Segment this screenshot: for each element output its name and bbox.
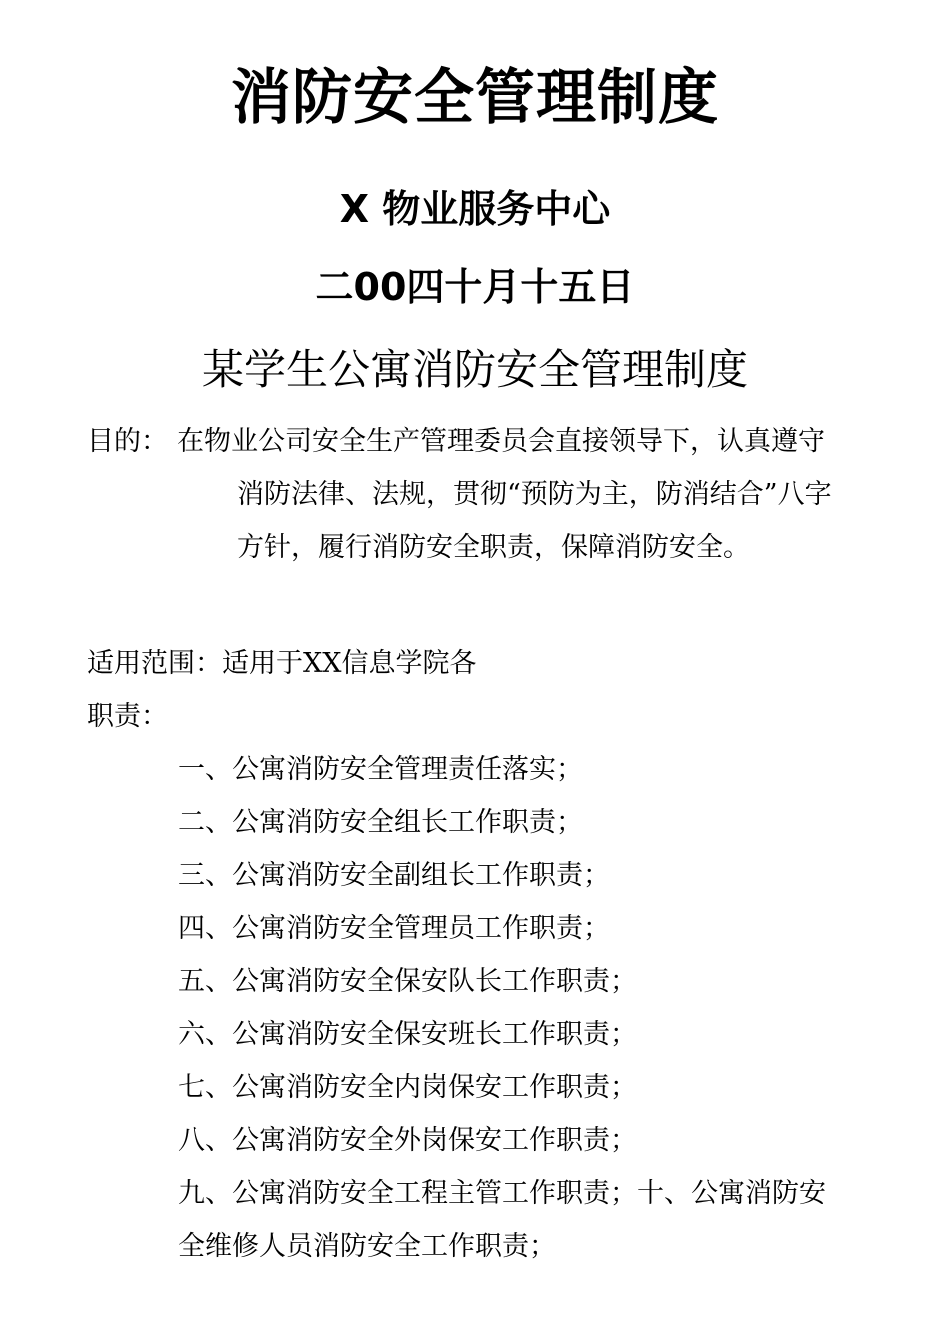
document-date: 二00四十月十五日 [315, 265, 635, 309]
duty-item: 五、公寓消防安全保安队长工作职责； [178, 966, 637, 997]
duties-list [178, 743, 848, 1273]
duty-item: 二、公寓消防安全组长工作职责； [178, 807, 583, 838]
document-subtitle: 某学生公寓消防安全管理制度 [201, 345, 748, 394]
purpose-label: 目的： [87, 426, 168, 457]
purpose-text: 在物业公司安全生产管理委员会直接领导下，认真遵守消防法律、法规，贯彻“预防为主，防消结合”八字方针，履行消防安全职责，保障消防安全。 [177, 426, 832, 563]
duty-item: 六、公寓消防安全保安班长工作职责； [178, 1019, 637, 1050]
organization-name: X 物业服务中心 [339, 187, 611, 231]
duty-item: 八、公寓消防安全外岗保安工作职责； [178, 1125, 637, 1156]
document-title: 消防安全管理制度 [231, 63, 719, 133]
duty-item: 四、公寓消防安全管理员工作职责； [178, 913, 610, 944]
duty-item: 一、公寓消防安全管理责任落实； [178, 754, 583, 785]
duty-item: 七、公寓消防安全内岗保安工作职责； [178, 1072, 637, 1103]
duty-item: 三、公寓消防安全副组长工作职责； [178, 860, 610, 891]
duties-label: 职责： [87, 701, 168, 732]
scope-text: 适用范围：适用于XX信息学院各 [87, 648, 477, 679]
duty-item: 九、公寓消防安全工程主管工作职责；十、公寓消防安全维修人员消防安全工作职责； [178, 1178, 826, 1262]
